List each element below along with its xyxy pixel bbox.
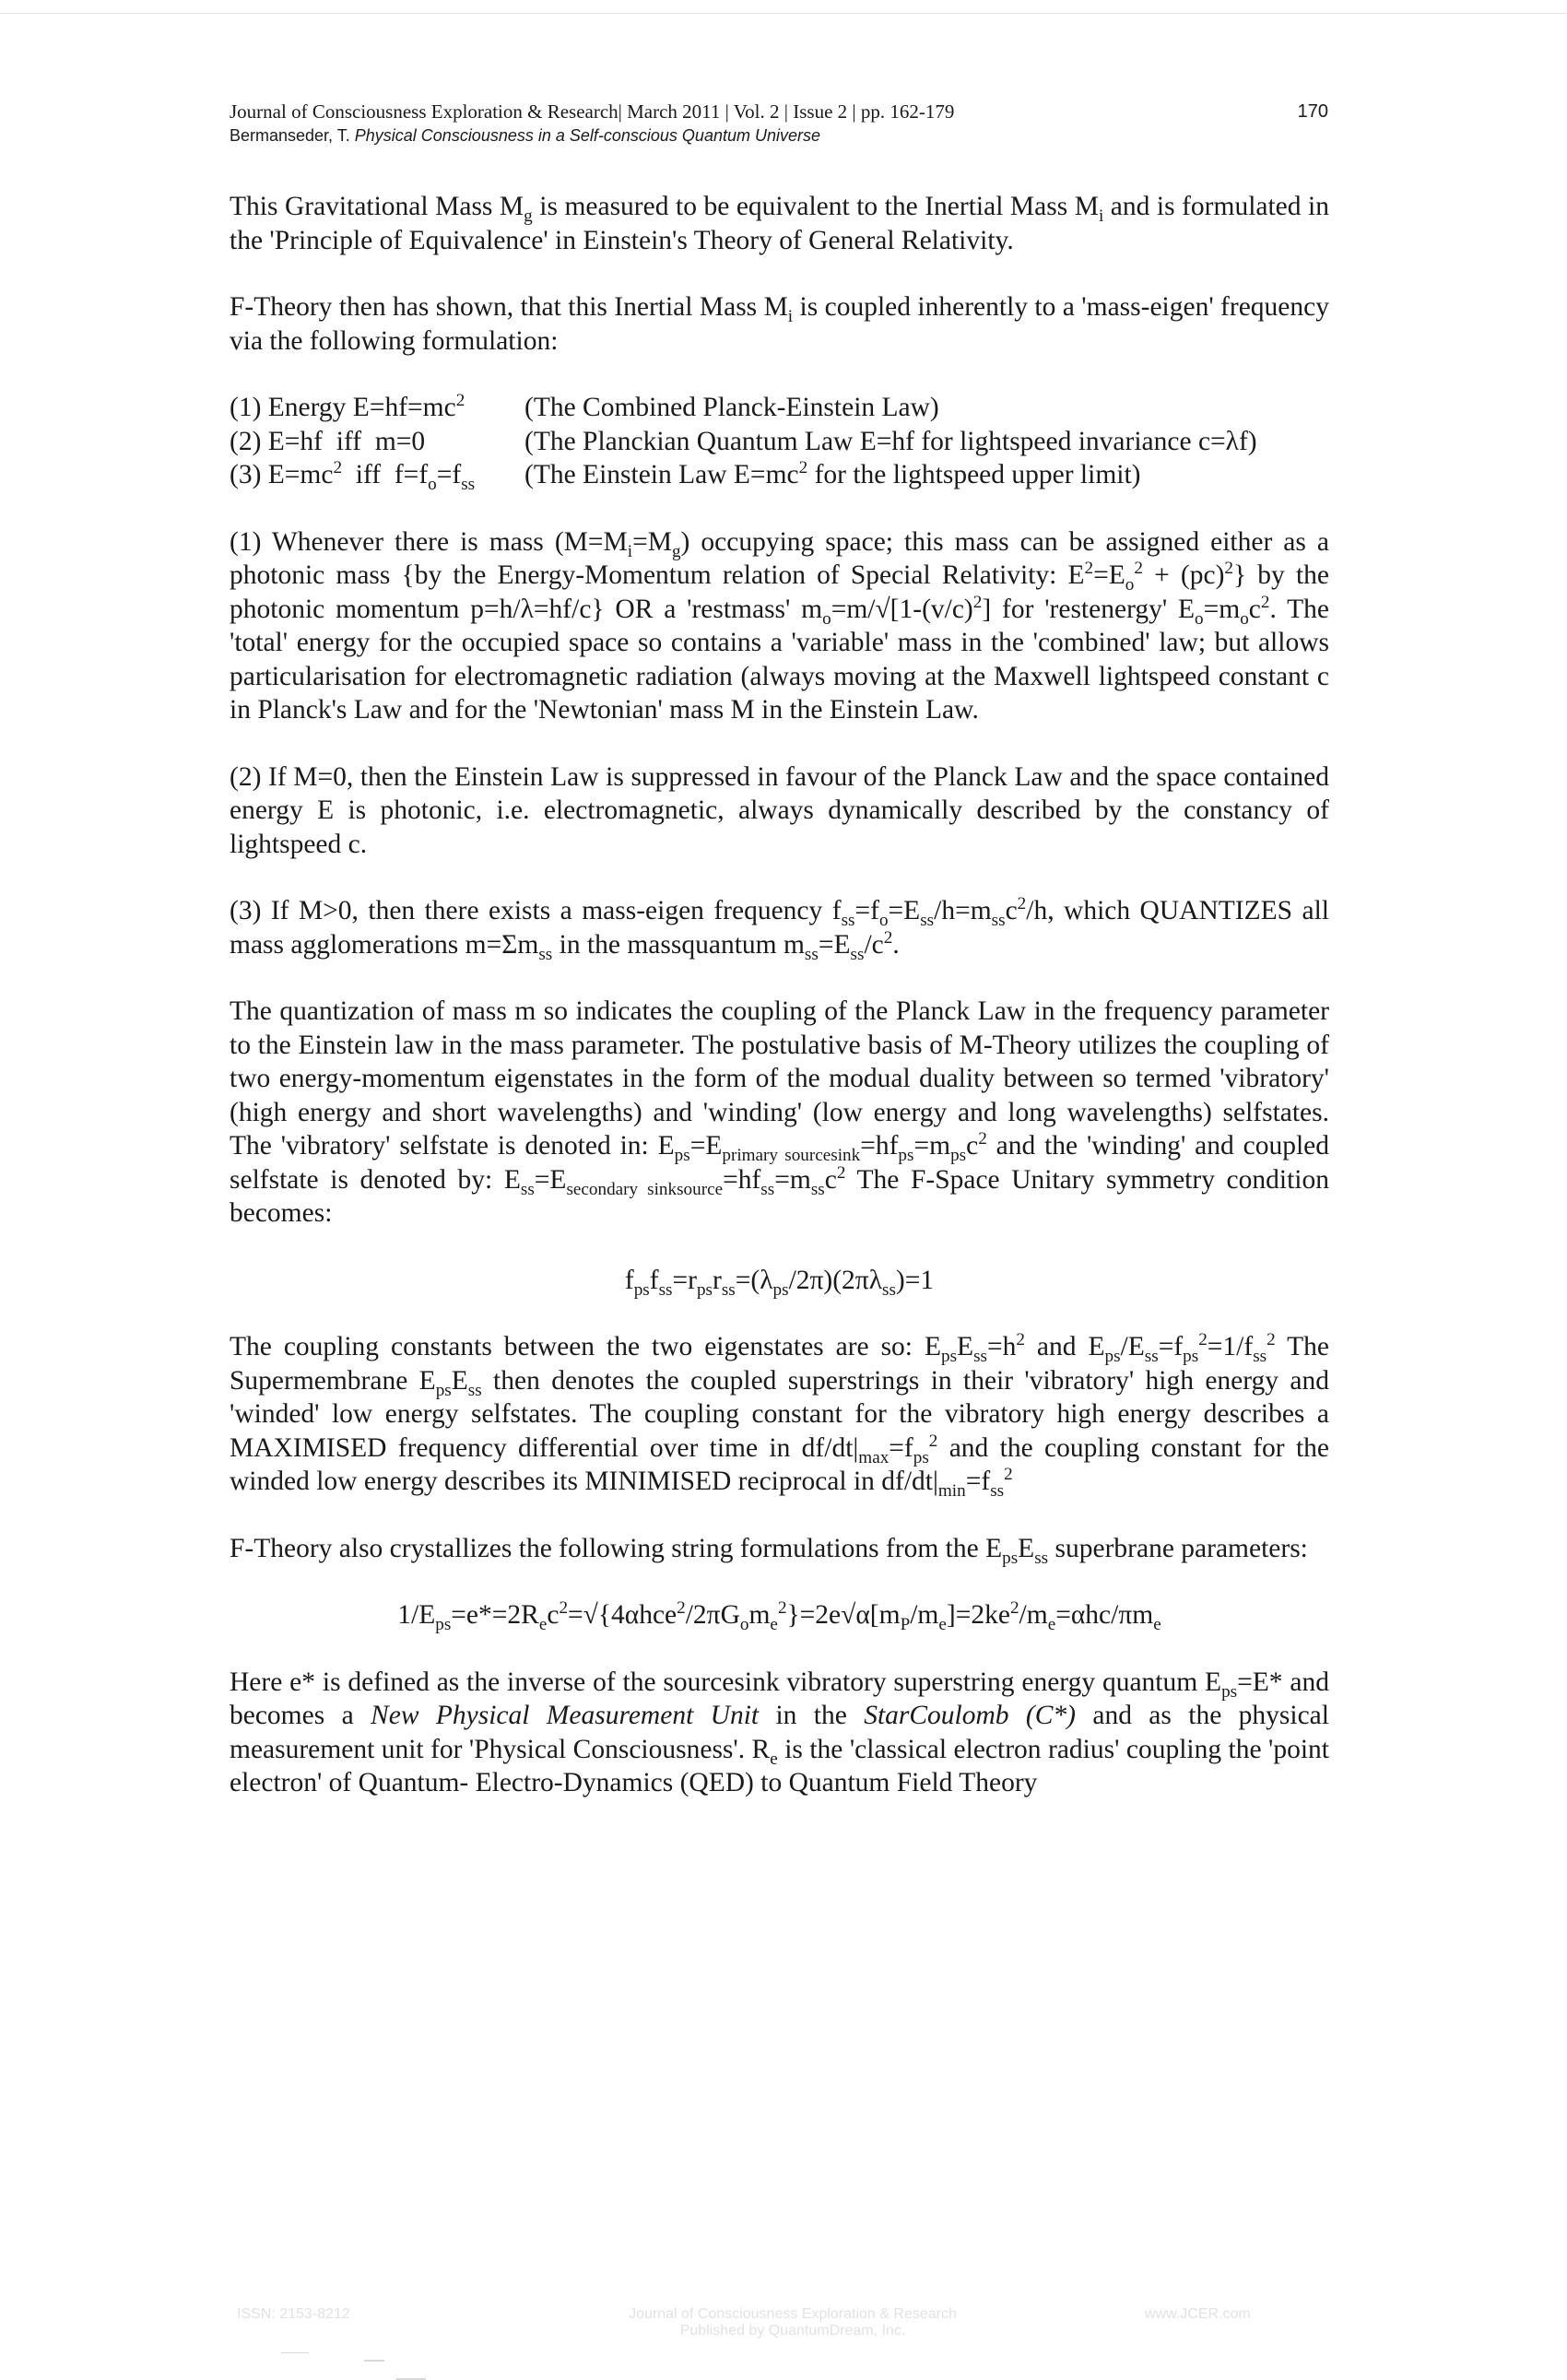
article-title: Physical Consciousness in a Self-conscious Quantum Universe xyxy=(354,126,820,145)
equation-2-note: (The Planckian Quantum Law E=hf for lightspeed invariance c=λf) xyxy=(524,426,1257,456)
scan-speck xyxy=(364,2360,384,2362)
author-title-line xyxy=(230,124,1328,147)
footer-journal xyxy=(599,2306,986,2339)
paragraph-coupling-constants: The coupling constants between the two eigenstates are so: $E_{ps}E_{ss}=h^2$ and $E_{ps}/E_{ss}=f_{ps}^2=1/f_{ss}^2$ The Supermembrane $E_{ps}E_{ss}$ then denotes the coupled superstrings in their 'vibratory' high energy and 'winded' low energy selfstates. The coupling constant for the vibratory high energy describes a MAXIMISED frequency differential over time in $df/dt|_{max}=f_{ps}^2$ and the coupling constant for the winded low energy describes its MINIMISED reciprocal in $df/dt|_{min}=f_{ss}^2$ xyxy=(230,1330,1330,1501)
equation-1: (1) Energy $E=hf=mc^2$ xyxy=(230,391,465,422)
equation-unitary-symmetry: $f_{ps}f_{ss}=r_{ps}r_{ss}=(\lambda_{ps}/2\pi)(2\pi\lambda_{ss})=1$ xyxy=(624,1265,935,1300)
article-body xyxy=(230,190,1329,1800)
paragraph-equivalence: This Gravitational Mass $M_g$ is measured to be equivalent to the Inertial Mass $M_i$ and is formulated in the 'Principle of Equivalence' in Einstein's Theory of General Relativity. xyxy=(230,192,1329,255)
footer-website: www.JCER.com xyxy=(1145,2306,1251,2322)
footer-issn: ISSN: 2153-8212 xyxy=(237,2306,350,2322)
footer-journal-name: Journal of Consciousness Exploration & Research xyxy=(629,2306,957,2322)
paragraph-ftheory: F-Theory then has shown, that this Inertial Mass $M_i$ is coupled inherently to a 'mass-eigen' frequency via the following formulation: xyxy=(230,292,1329,356)
equation-2: (2) E=hf iff m=0 xyxy=(230,426,426,456)
paragraph-string-formulations: F-Theory also crystallizes the following string formulations from the $E_{ps}E_{ss}$ superbrane parameters: xyxy=(230,1533,1308,1568)
scan-speck xyxy=(281,2352,309,2353)
paragraph-case-3: (3) If M>0, then there exists a mass-eigen frequency $f_{ss}=f_o=E_{ss}/h=m_{ss}c^2/h$, which QUANTIZES all mass agglomerations $m=\Sigma m_{ss}$ in the massquantum $m_{ss}=E_{ss}/c^2$. xyxy=(230,894,1329,964)
equation-3-note: (The Einstein Law $E=mc^2$ for the lightspeed upper limit) xyxy=(524,458,1141,489)
paragraph-case-1: (1) Whenever there is mass $(M=M_i=M_g)$ occupying space; this mass can be assigned either as a photonic mass {by the Energy-Momentum relation of Special Relativity: $E^2=E_o^2 + (pc)^2$} by the photonic momentum p=h/λ=hf/c} OR a 'restmass' $m_o=m/√[1-(v/c)^2]$ for 'restenergy' $E_o=m_oc^2$. The 'total' energy for the occupied space so contains a 'variable' mass in the 'combined' law; but allows particularisation for electromagnetic radiation (always moving at the Maxwell lightspeed constant c in Planck's Law and for the 'Newtonian' mass M in the Einstein Law. xyxy=(230,526,1330,725)
paragraph-starcoulomb: Here e* is defined as the inverse of the sourcesink vibratory superstring energy quantum $E_{ps}=E*$ and becomes a New Physical Measurement Unit in the StarCoulomb (C*) and as the physical measurement unit for 'Physical Consciousness'. $R_e$ is the 'classical electron radius' coupling the 'point electron' of Quantum- Electro-Dynamics (QED) to Quantum Field Theory xyxy=(230,1667,1330,1797)
journal-line: Journal of Consciousness Exploration & Research| March 2011 | Vol. 2 | Issue 2 | pp. 162-179 xyxy=(230,100,955,123)
author: Bermanseder, T. xyxy=(230,126,350,145)
paragraph-quantization: The quantization of mass m so indicates the coupling of the Planck Law in the frequency parameter to the Einstein law in the mass parameter. The postulative basis of M-Theory utilizes the coupling of two energy-momentum eigenstates in the form of the modual duality between so termed 'vibratory' (high energy and short wavelengths) and 'winding' (low energy and long wavelengths) selfstates. The 'vibratory' selfstate is denoted in: $E_{ps}=E_{primary sourcesink}=hf_{ps}=m_{ps}c^2$ and the 'winding' and coupled selfstate is denoted by: $E_{ss}=E_{secondary sinksource}=hf_{ss}=m_{ss}c^2$ The F-Space Unitary symmetry condition becomes: xyxy=(230,996,1329,1228)
scan-edge xyxy=(0,13,1567,14)
paragraph-case-2: (2) If M=0, then the Einstein Law is suppressed in favour of the Planck Law and the space contained energy E is photonic, i.e. electromagnetic, always dynamically described by the constancy of lightspeed c. xyxy=(230,761,1329,859)
equation-1-note: (The Combined Planck-Einstein Law) xyxy=(524,393,939,422)
footer-publisher: Published by QuantumDream, Inc. xyxy=(679,2323,906,2339)
page-number: 170 xyxy=(1297,101,1328,122)
running-header xyxy=(230,100,1328,147)
equation-string-formulation: $1/E_{ps}=e*=2R_ec^2=√\{4\alpha hce^2/2\pi G_om_e^2\}=2e√\alpha[m_P/m_e]=2ke^2/m_e=\alpha hc/\pi m_e$ xyxy=(397,1598,1161,1634)
equation-3: (3) $E=mc^2$ iff $f=f_o=f_{ss}$ xyxy=(230,458,476,494)
equation-list xyxy=(230,391,1329,492)
